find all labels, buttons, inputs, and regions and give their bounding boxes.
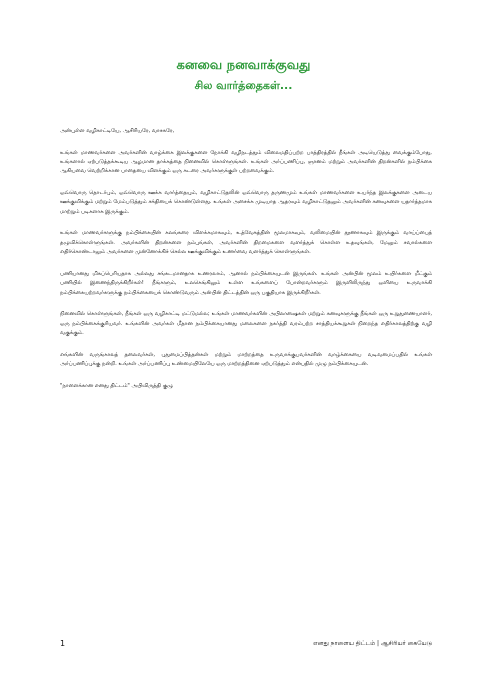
document-title: கனவை நனவாக்குவது	[176, 58, 311, 73]
document-body	[60, 127, 432, 403]
paragraph-6: எங்களின் வருங்காலத் தலைவர்கள், புதுமைப்பித்தன்கள் மற்றும் மாற்றத்தை உருவாக்குபவர்களின் வாழ்க்கையை வடிவமைப்பதில் உங்கள் அர்ப்பணிப்புக்கு நன்றி. உங்கள் அர்ப்பணிப்பு உண்மையிலேயே ஒரு மாற்றத்தினை ஏற்படுத்தும் என்பதில் முழு நம்பிக்கையுடன்.	[60, 351, 432, 368]
paragraph-4: பணியானது மிகப்பெரியதாக அல்லது சங்கடமானதாக உணரலாம், ஆனால் நம்பிக்கையுடன் இருங்கள். உங்கள் அன்பின் மூலம் உயிர்களை மீட்கும் பணியில் இணைந்திருக்கிறீர்கள்! நீங்களும், உலகெங்கிலும் உள்ள உங்களைப் போன்றவர்களும் இருளிலிருந்து ஒளியை உருவாக்கி நம்பிக்கையற்றவர்களுக்கு நம்பிக்கையைக் கொண்டுவரும் அன்பின் திட்டத்தின் ஒரு பகுதியாக இருக்கிறீர்கள்.	[60, 270, 432, 296]
page-number: 1	[60, 639, 66, 648]
page-footer	[60, 639, 432, 648]
paragraph-2: ஒவ்வொரு தொடர்பும், ஒவ்வொரு ஊக்க வார்த்தையும், வழிகாட்டுதலின் ஒவ்வொரு தருணமும் உங்கள் மாணவர்களை உயர்ந்த இலக்குகளை அடைய ஊக்குவிக்கும் மற்றும் மேம்படுத்தும் சக்தியைக் கொண்டுள்ளது. உங்கள் அசைக்க முடியாத ஆதரவும் வழிகாட்டுதலும் அவர்களின் கனவுகளை யதார்த்தமாக மாற்றும் படிகளாக இருக்கும்.	[60, 190, 432, 215]
paragraph-5: நினைவில் கொள்ளுங்கள், நீங்கள் ஒரு வழிகாட்டி மட்டுமல்ல; உங்கள் மாணவர்களின் அபிலாஷைகள் மற்றும் கனவுகளுக்கு நீங்கள் ஒரு உறுதுணையாளர், ஒரு நம்பிக்கைக்குரியவர். உங்களின் அவர்கள் மீதான நம்பிக்கையானது மலைகளை நகர்த்தி வரம்பற்ற சாத்தியக்கூறுகள் நிறைந்த எதிர்காலத்திற்கு வழி வகுக்கும்.	[60, 311, 432, 337]
paragraph-1: உங்கள் மாணவர்களை அவர்களின் வாழ்க்கை இலக்குகளை நோக்கி வழிநடத்தும் விலைமதிப்பற்ற பாத்திரத்தில் நீங்கள் அடியெடுத்து வைக்கும்போது, உங்களால் ஏற்படுத்தக்கூடிய ஆழமான தாக்கத்தை நினைவில் கொள்ளுங்கள். உங்கள் அர்ப்பணிப்பு, ஞானம் மற்றும் அவர்களின் திறன்களில் நம்பிக்கை ஆகியவை வெற்றிக்கான பாதையை விளக்கும் ஒரு சுடரை அவர்களுக்குள் பற்றவைக்கும்.	[60, 149, 432, 175]
running-title: எனது நாளைய திட்டம் | ஆசிரியர் கையேடு	[313, 639, 432, 647]
document-subtitle: சில வார்த்தைகள்...	[194, 79, 293, 92]
salutation: அன்புள்ள வழிகாட்டியே, ஆசிரியரே, வாசகரே,	[60, 128, 175, 134]
signature: "நாளைக்கான எனது திட்டம்" அபிவிருத்தி குழு	[60, 382, 173, 389]
paragraph-3: உங்கள் மாணவர்களுக்கு நம்பிக்கையின் கலங்கரை விளக்கமாகவும், உத்வேகத்தின் மூலமாகவும், வலிமையின் தூணாகவும் இருக்கும் வாய்ப்பைத் தழுவிக்கொள்ளுங்கள். அவர்களின் திறன்களை நம்புங்கள், அவர்களின் திறமைகளை வளர்த்துக் கொள்ள உதவுங்கள், மேலும் சவால்களை எதிர்கொண்டாலும் அவர்களை முன்னோக்கிச் செல்ல ஊக்குவிக்கும் உணர்வை வளர்த்துக் கொள்ளுங்கள்.	[60, 230, 432, 256]
